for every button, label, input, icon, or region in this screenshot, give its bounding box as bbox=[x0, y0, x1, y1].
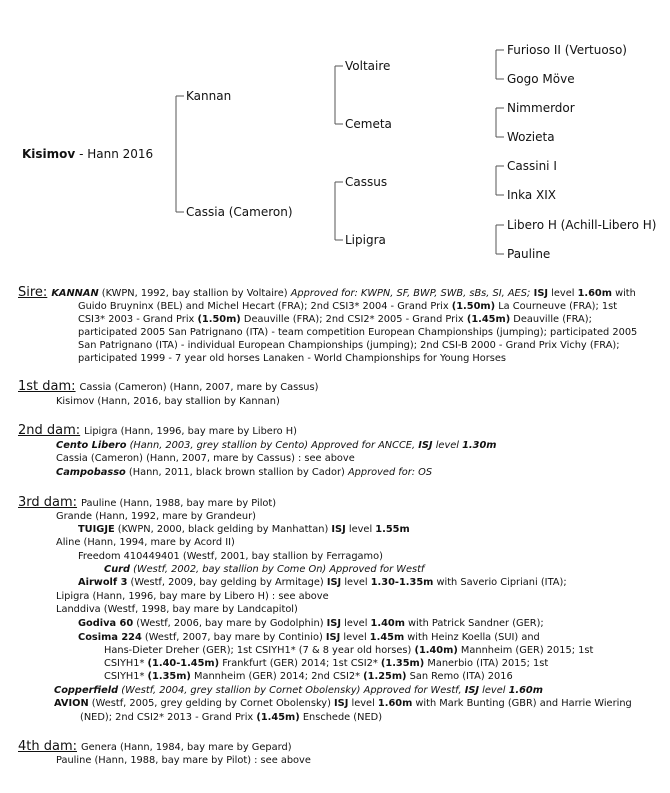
sire-level: level bbox=[548, 288, 578, 299]
dam3-c2c: Mannheim (GER) 2015; 1st bbox=[457, 645, 594, 656]
horse-name-bold: Kisimov bbox=[22, 147, 76, 161]
sire-line3 bbox=[78, 313, 592, 326]
sire-text: (KWPN, 1992, bay stallion by Voltaire) bbox=[98, 288, 291, 299]
dam3-a6b: (Westf, 2009, bay gelding by Armitage) bbox=[127, 577, 327, 588]
dam3-a9a: Godiva 60 bbox=[78, 618, 134, 629]
dam3-c1f: with Heinz Koella (SUI) and bbox=[404, 632, 540, 643]
dam3-a6f: with Saverio Cipriani (ITA); bbox=[433, 577, 567, 588]
dam1-heading: 1st dam: bbox=[18, 379, 76, 394]
dam3-title-text: Pauline (Hann, 1988, bay mare by Pilot) bbox=[81, 498, 277, 509]
dss-name[interactable]: Cassini I bbox=[507, 159, 557, 173]
dam2-row1 bbox=[56, 439, 497, 452]
sds-name[interactable]: Nimmerdor bbox=[507, 101, 575, 115]
ssd-name[interactable]: Gogo Möve bbox=[507, 72, 575, 86]
dam4-title bbox=[18, 740, 292, 754]
sire-l3d: (1.45m) bbox=[466, 314, 511, 325]
dam2-r1b: (Hann, 2003, grey stallion by Cento) Approved for ANCCE, bbox=[126, 440, 419, 451]
sire-approvals: Approved for: KWPN, SF, BWP, SWB, sBs, SI, AES; bbox=[290, 288, 531, 299]
sire-l2: Guido Bruyninx (BEL) and Michel Hecart (FRA); 2nd CSI3* 2004 - Grand Prix bbox=[78, 301, 452, 312]
dam3-a8: Landdiva (Westf, 1998, bay mare by Landcapitol) bbox=[56, 604, 298, 615]
dam3-c4c: Mannheim (GER) 2014; 2nd CSI2* bbox=[190, 671, 364, 682]
dam3-e1b: (Westf, 2005, grey gelding by Cornet Obolensky) bbox=[88, 698, 335, 709]
dds-name[interactable]: Libero H (Achill-Libero H) bbox=[507, 218, 657, 232]
dam3-a6d: level bbox=[341, 577, 371, 588]
dam3-c1b: (Westf, 2007, bay mare by Continio) bbox=[141, 632, 326, 643]
sire-l2b: (1.50m) bbox=[451, 301, 496, 312]
dam3-a2e: 1.55m bbox=[375, 524, 410, 535]
dam3-a9e: 1.40m bbox=[370, 618, 405, 629]
dam1-title-text: Cassia (Cameron) (Hann, 2007, mare by Cassus) bbox=[79, 382, 319, 393]
dam3-a3: Aline (Hann, 1994, mare by Acord II) bbox=[56, 537, 235, 548]
dam3-c3d: (1.35m) bbox=[380, 658, 425, 669]
dam-sire[interactable]: Cassus bbox=[345, 175, 388, 189]
sire-sire[interactable]: Voltaire bbox=[345, 59, 391, 73]
dam3-c3e: Manerbio (ITA) 2015; 1st bbox=[424, 658, 549, 669]
dam3-d1e: 1.60m bbox=[508, 685, 543, 696]
dam3-a5 bbox=[104, 563, 424, 576]
dam3-c1 bbox=[78, 631, 540, 644]
dam3-c4e: San Remo (ITA) 2016 bbox=[406, 671, 513, 682]
sire-l3c: Deauville (FRA); 2nd CSI2* 2005 - Grand Prix bbox=[240, 314, 467, 325]
dam3-c2b: (1.40m) bbox=[414, 645, 458, 656]
dam3-c3b: (1.40-1.45m) bbox=[147, 658, 220, 669]
dam3-c3 bbox=[104, 657, 548, 670]
dsd-name[interactable]: Inka XIX bbox=[507, 188, 557, 202]
dam3-a6 bbox=[78, 576, 567, 589]
dam3-c2a: Hans-Dieter Dreher (GER); 1st CSIYH1* (7 & 8 year old horses) bbox=[104, 645, 415, 656]
dam3-a9c: ISJ bbox=[326, 618, 341, 629]
sdd-name[interactable]: Wozieta bbox=[507, 130, 555, 144]
sire-l3e: Deauville (FRA); bbox=[510, 314, 592, 325]
dam2-r3a: Campobasso bbox=[56, 467, 126, 478]
dam3-a9d: level bbox=[341, 618, 371, 629]
dam3-a2d: level bbox=[345, 524, 376, 535]
dam3-c1d: level bbox=[340, 632, 370, 643]
dam3-e2 bbox=[80, 711, 382, 724]
dam3-d1d: level bbox=[479, 685, 509, 696]
dam3-a1: Grande (Hann, 1992, mare by Grandeur) bbox=[56, 511, 256, 522]
dam2-r1a: Cento Libero bbox=[56, 440, 127, 451]
dam3-c1c: ISJ bbox=[325, 632, 341, 643]
ddd-name[interactable]: Pauline bbox=[507, 247, 551, 261]
dam3-a9f: with Patrick Sandner (GER); bbox=[404, 618, 544, 629]
dam3-a2 bbox=[78, 523, 410, 536]
dam3-c4 bbox=[104, 670, 513, 683]
dam2-title-text: Lipigra (Hann, 1996, bay mare by Libero H) bbox=[84, 426, 297, 437]
dam3-c3a: CSIYH1* bbox=[104, 658, 148, 669]
dam2-heading: 2nd dam: bbox=[18, 423, 81, 438]
dam3-a7: Lipigra (Hann, 1996, bay mare by Libero H) : see above bbox=[56, 591, 329, 602]
dam3-e2b: (1.45m) bbox=[256, 712, 300, 723]
dam3-c4b: (1.35m) bbox=[147, 671, 191, 682]
dam3-d1c: ISJ bbox=[464, 685, 480, 696]
sire-l3: CSI3* 2003 - Grand Prix bbox=[78, 314, 198, 325]
dam4-row1: Pauline (Hann, 1988, bay mare by Pilot) : see above bbox=[56, 755, 311, 766]
dam4-heading: 4th dam: bbox=[18, 739, 78, 754]
dam3-a9b: (Westf, 2006, bay mare by Godolphin) bbox=[133, 618, 327, 629]
dam3-a4: Freedom 410449401 (Westf, 2001, bay stallion by Ferragamo) bbox=[78, 551, 383, 562]
dam3-c4d: (1.25m) bbox=[363, 671, 407, 682]
dam3-e1e: 1.60m bbox=[377, 698, 413, 709]
dam2-r3c: Approved for: OS bbox=[347, 467, 433, 478]
dam3-a9 bbox=[78, 617, 544, 630]
dam2-r1d: level bbox=[432, 440, 463, 451]
dam2-row2: Cassia (Cameron) (Hann, 2007, mare by Cassus) : see above bbox=[56, 453, 355, 464]
sire-line4: participated 2005 San Patrignano (ITA) - team competition European Championships (jumping); participated 2005 bbox=[78, 327, 638, 338]
dam3-d1b: (Westf, 2004, grey stallion by Cornet Obolensky) Approved for Westf, bbox=[118, 685, 465, 696]
dam3-a2a: TUIGJE bbox=[78, 524, 115, 535]
dam3-c4a: CSIYH1* bbox=[104, 671, 148, 682]
sire-section-line1 bbox=[18, 286, 636, 300]
horse-suffix: - Hann 2016 bbox=[75, 147, 154, 161]
dam3-e2a: (NED); 2nd CSI2* 2013 - Grand Prix bbox=[80, 712, 257, 723]
sire-line5: San Patrignano (ITA) - individual European Championships (jumping); 2nd CSI-B 2000 - Grand Prix Vichy (FRA); bbox=[78, 340, 620, 351]
dam2-r1e: 1.30m bbox=[462, 440, 497, 451]
sire-isj: ISJ bbox=[530, 288, 549, 299]
dam3-title bbox=[18, 496, 276, 510]
dam3-heading: 3rd dam: bbox=[18, 495, 78, 510]
sire-level-value: 1.60m bbox=[577, 288, 612, 299]
dam3-e1d: level bbox=[348, 698, 378, 709]
dam-name[interactable]: Cassia (Cameron) bbox=[186, 205, 293, 219]
dam3-c2 bbox=[104, 644, 593, 657]
sss-name[interactable]: Furioso II (Vertuoso) bbox=[507, 43, 627, 57]
dam3-a6a: Airwolf 3 bbox=[78, 577, 128, 588]
dam3-e2c: Enschede (NED) bbox=[299, 712, 383, 723]
sire-section-name: KANNAN bbox=[51, 288, 99, 299]
sire-line2 bbox=[78, 300, 617, 313]
dam3-e1a: AVION bbox=[54, 698, 89, 709]
dam3-a6c: ISJ bbox=[326, 577, 342, 588]
pedigree-lines bbox=[0, 0, 670, 280]
dam2-row3 bbox=[56, 466, 432, 479]
dam3-a5b: (Westf, 2002, bay stallion by Come On) Approved for Westf bbox=[130, 564, 425, 575]
dam3-e1c: ISJ bbox=[334, 698, 349, 709]
dam3-a2c: ISJ bbox=[331, 524, 346, 535]
dam3-e1 bbox=[54, 697, 632, 710]
dam3-c1e: 1.45m bbox=[369, 632, 405, 643]
sire-name[interactable]: Kannan bbox=[186, 89, 232, 103]
dam3-a5a: Curd bbox=[104, 564, 131, 575]
sire-heading: Sire: bbox=[18, 285, 48, 300]
dam3-d1 bbox=[54, 684, 543, 697]
dam3-e1f: with Mark Bunting (GBR) and Harrie Wiering bbox=[412, 698, 632, 709]
dam1-row1: Kisimov (Hann, 2016, bay stallion by Kannan) bbox=[56, 396, 280, 407]
dam2-title bbox=[18, 424, 297, 438]
dam1-title bbox=[18, 380, 318, 394]
sire-line6: participated 1999 - 7 year old horses Lanaken - World Championships for Young Horses bbox=[78, 353, 507, 364]
dam-dam[interactable]: Lipigra bbox=[345, 233, 386, 247]
dam4-title-text: Genera (Hann, 1984, bay mare by Gepard) bbox=[81, 742, 292, 753]
sire-dam[interactable]: Cemeta bbox=[345, 117, 392, 131]
dam2-r3b: (Hann, 2011, black brown stallion by Cador) bbox=[125, 467, 348, 478]
dam3-a2b: (KWPN, 2000, black gelding by Manhattan) bbox=[114, 524, 332, 535]
sire-l3b: (1.50m) bbox=[197, 314, 241, 325]
dam3-a6e: 1.30-1.35m bbox=[370, 577, 434, 588]
sire-l2c: La Courneuve (FRA); 1st bbox=[495, 301, 618, 312]
sire-with: with bbox=[611, 288, 636, 299]
dam2-r1c: ISJ bbox=[418, 440, 433, 451]
dam3-d1a: Copperfield bbox=[54, 685, 119, 696]
dam3-c1a: Cosima 224 bbox=[78, 632, 142, 643]
horse-name bbox=[22, 147, 153, 161]
dam3-c3c: Frankfurt (GER) 2014; 1st CSI2* bbox=[219, 658, 381, 669]
